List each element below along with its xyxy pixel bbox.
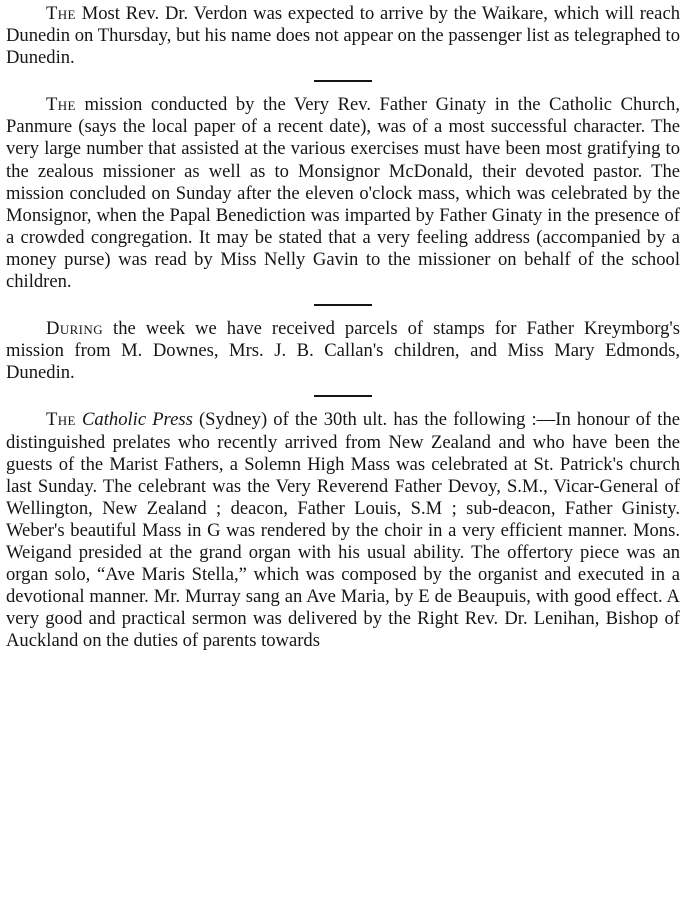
paragraph-verdon-arrival: [6, 3, 680, 69]
paragraph-catholic-press: [6, 409, 680, 652]
paragraph-panmure-mission: [6, 94, 680, 293]
paragraph-stamps-received: [6, 318, 680, 384]
paragraph-lead-word: The: [46, 409, 76, 431]
paragraph-lead-word: During: [46, 318, 103, 340]
paragraph-text: the week we have received parcels of stamps for Father Kreymborg's mission from M. Downes, Mrs. J. B. Callan's children, and Miss Mary Edmonds, Dunedin.: [6, 318, 681, 384]
paragraph-text: Most Rev. Dr. Verdon was expected to arrive by the Waikare, which will reach Dunedin on Thursday, but his name does not appear on the passenger list as telegraphed to Dunedin.: [6, 3, 680, 69]
paragraph-text: mission conducted by the Very Rev. Father Ginaty in the Catholic Church, Panmure (says the local paper of a recent date), was of a most successful character. The very large number that assisted at the various exercises must have been most gratifying to the zealous missioner as well as to Monsignor McDonald, their devoted pastor. The mission concluded on Sunday after the eleven o'clock mass, which was celebrated by the Monsignor, when the Papal Benediction was imparted by Father Ginaty in the presence of a crowded congregation. It may be stated that a very feeling address (accompanied by a money purse) was read by Miss Nelly Gavin to the missioner on behalf of the school children.: [6, 94, 680, 293]
section-divider: [314, 304, 372, 306]
section-divider: [314, 80, 372, 82]
paragraph-lead-word: The: [46, 94, 76, 116]
paragraph-text: (Sydney) of the 30th ult. has the following :—In honour of the distinguished prelates who recently arrived from New Zealand and who have been the guests of the Marist Fathers, a Solemn High Mass was celebrated at St. Patrick's church last Sunday. The celebrant was the Very Reverend Father Devoy, S.M., Vicar-General of Wellington, New Zealand ; deacon, Father Louis, S.M ; sub-deacon, Father Ginisty. Weber's beautiful Mass in G was rendered by the choir in a very efficient manner. Mons. Weigand presided at the grand organ with his usual ability. The offertory piece was an organ solo, “Ave Maris Stella,” which was composed by the organist and executed in a devotional manner. Mr. Murray sang an Ave Maria, by E de Beaupuis, with good effect. A very good and practical sermon was delivered by the Right Rev. Dr. Lenihan, Bishop of Auckland on the duties of parents towards: [6, 409, 681, 652]
section-divider: [314, 395, 372, 397]
paragraph-lead-word: The: [46, 3, 76, 24]
publication-title: Catholic Press: [82, 409, 193, 431]
